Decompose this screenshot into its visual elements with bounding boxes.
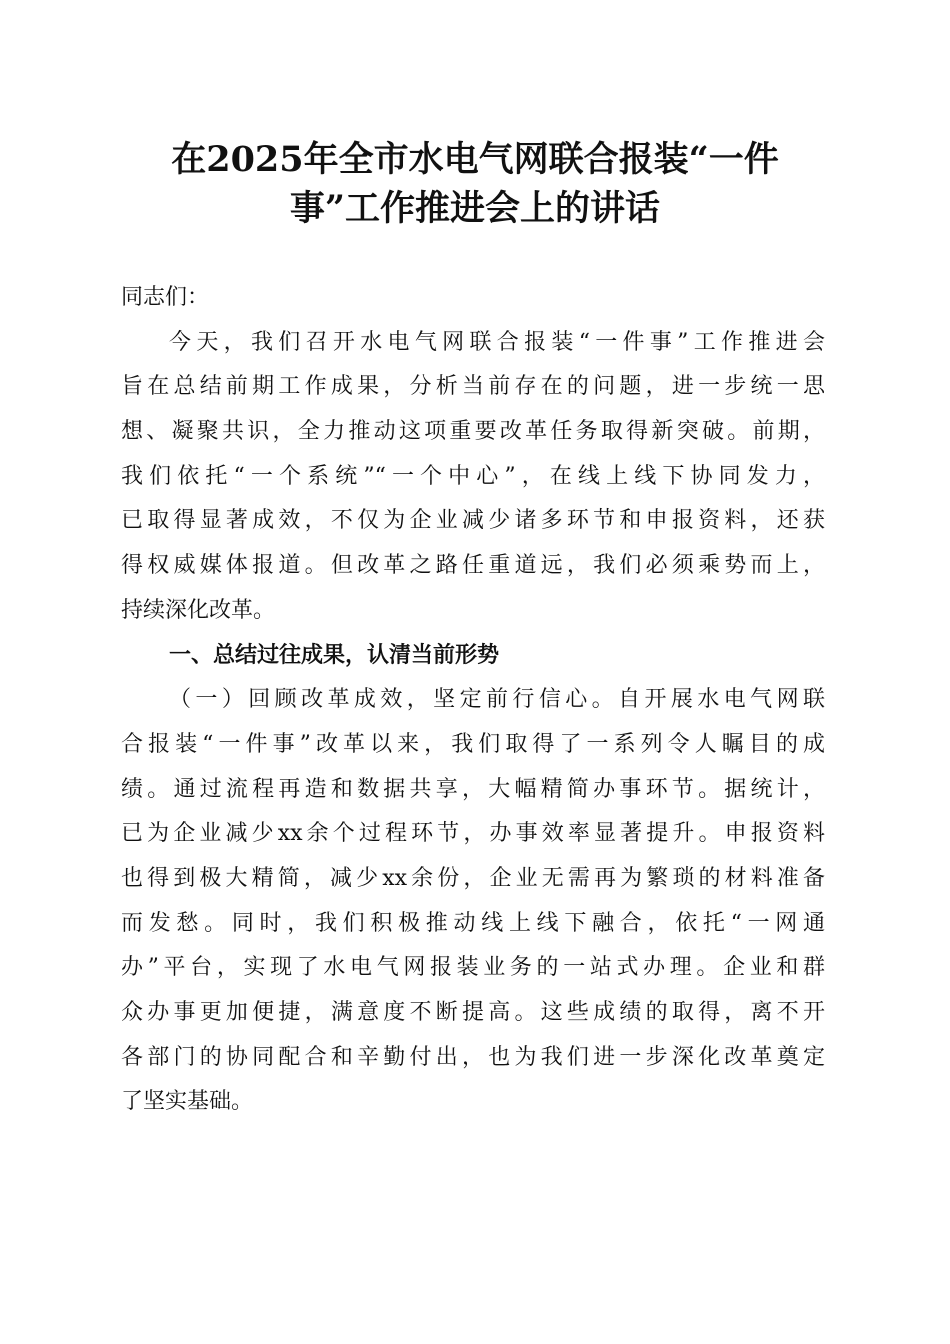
paragraph-line: 了坚实基础。 [121,1089,254,1115]
paragraph-line: 合报装“一件事”改革以来，我们取得了一系列令人瞩目的成 [121,731,825,757]
paragraph-line: 已取得显著成效，不仅为企业减少诸多环节和申报资料，还获 [121,508,825,534]
paragraph-line: 也得到极大精简，减少xx余份，企业无需再为繁琐的材料准备 [121,865,825,891]
paragraph-line: （一）回顾改革成效，坚定前行信心。自开展水电气网联 [169,687,825,713]
paragraph-line: 已为企业减少xx余个过程环节，办事效率显著提升。申报资料 [121,821,825,847]
intro-paragraph [121,321,825,634]
paragraph-line: 得权威媒体报道。但改革之路任重道远，我们必须乘势而上， [121,553,825,579]
paragraph-line: 想、凝聚共识，全力推动这项重要改革任务取得新突破。前期， [121,419,825,445]
paragraph-line: 持续深化改革。 [121,597,276,623]
paragraph-line: 而发愁。同时，我们积极推动线上线下融合，依托“一网通 [121,910,825,936]
title-line-1: 在2025年全市水电气网联合报装“一件 [171,139,779,180]
paragraph-line: 今天，我们召开水电气网联合报装“一件事”工作推进会 [169,329,825,355]
section-heading: 一、总结过往成果，认清当前形势 [169,642,500,668]
paragraph-line: 旨在总结前期工作成果，分析当前存在的问题，进一步统一思 [121,374,825,400]
section1-paragraph [121,678,825,1125]
document-title [100,135,850,233]
paragraph-line: 绩。通过流程再造和数据共享，大幅精简办事环节。据统计， [121,776,825,802]
paragraph-line: 众办事更加便捷，满意度不断提高。这些成绩的取得，离不开 [121,1000,825,1025]
paragraph-line: 办”平台，实现了水电气网报装业务的一站式办理。企业和群 [121,955,825,981]
title-line-2: 事”工作推进会上的讲话 [289,188,661,229]
salutation: 同志们： [121,285,210,310]
paragraph-line: 我们依托“一个系统”“一个中心”，在线上线下协同发力， [121,463,825,489]
document-body [121,276,825,1125]
paragraph-line: 各部门的协同配合和辛勤付出，也为我们进一步深化改革奠定 [121,1044,825,1070]
